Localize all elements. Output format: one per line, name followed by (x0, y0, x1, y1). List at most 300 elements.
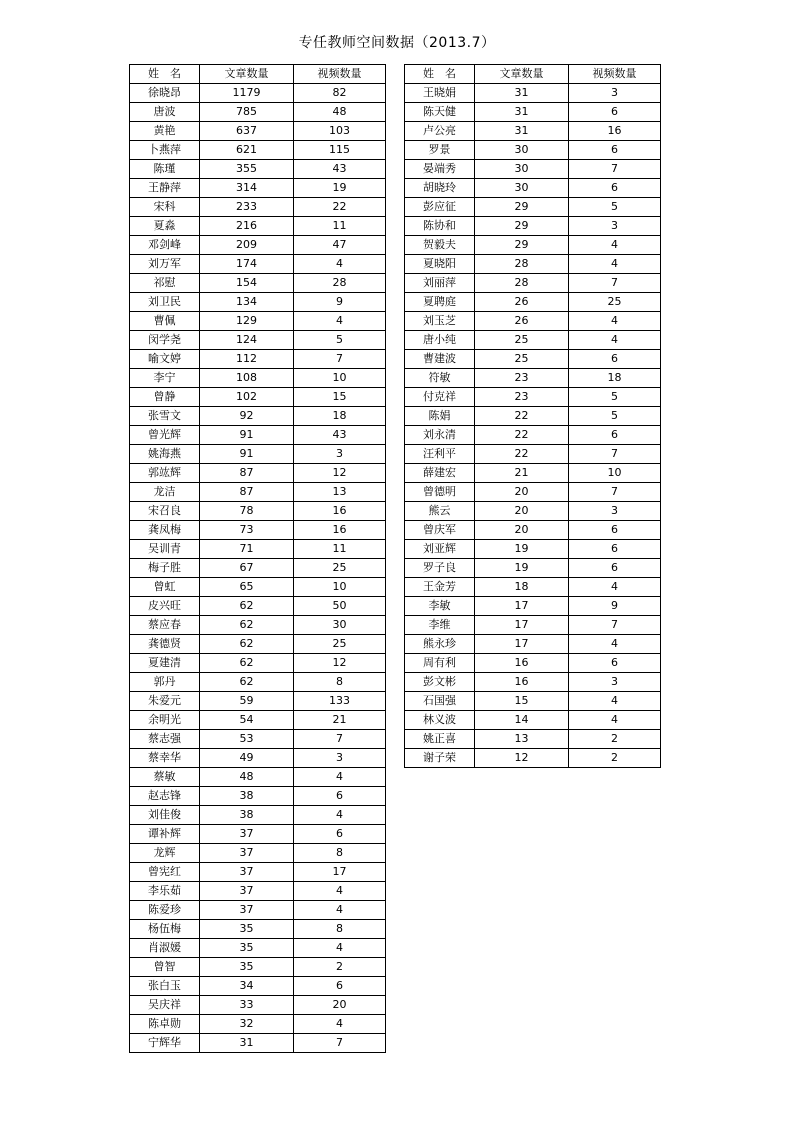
table-row (405, 236, 661, 255)
cell-articles: 30 (475, 160, 569, 179)
table-row (130, 445, 386, 464)
cell-name: 曾德明 (405, 483, 475, 502)
cell-videos: 3 (569, 502, 661, 521)
cell-videos: 7 (294, 730, 386, 749)
cell-videos: 18 (569, 369, 661, 388)
cell-articles: 19 (475, 559, 569, 578)
table-row (130, 217, 386, 236)
table-row (405, 369, 661, 388)
table-row (405, 597, 661, 616)
cell-name: 夏聘庭 (405, 293, 475, 312)
cell-videos: 3 (569, 84, 661, 103)
table-row (405, 673, 661, 692)
table-row (130, 84, 386, 103)
cell-articles: 38 (200, 787, 294, 806)
table-row (405, 255, 661, 274)
cell-name: 曾虹 (130, 578, 200, 597)
cell-videos: 6 (569, 426, 661, 445)
teacher-table-left (129, 64, 386, 1053)
cell-videos: 5 (294, 331, 386, 350)
cell-articles: 32 (200, 1015, 294, 1034)
table-row (130, 331, 386, 350)
cell-name: 蔡应春 (130, 616, 200, 635)
table-body-left (130, 84, 386, 1053)
table-row (130, 654, 386, 673)
cell-videos: 4 (569, 635, 661, 654)
cell-articles: 37 (200, 825, 294, 844)
cell-articles: 37 (200, 863, 294, 882)
cell-name: 余明光 (130, 711, 200, 730)
cell-videos: 20 (294, 996, 386, 1015)
cell-name: 谢子荣 (405, 749, 475, 768)
cell-articles: 30 (475, 141, 569, 160)
cell-videos: 7 (569, 483, 661, 502)
cell-videos: 7 (569, 274, 661, 293)
table-row (405, 445, 661, 464)
cell-name: 李宁 (130, 369, 200, 388)
cell-articles: 20 (475, 483, 569, 502)
cell-videos: 115 (294, 141, 386, 160)
cell-videos: 2 (569, 749, 661, 768)
table-row (130, 350, 386, 369)
cell-articles: 785 (200, 103, 294, 122)
table-row (130, 521, 386, 540)
cell-videos: 6 (569, 141, 661, 160)
cell-name: 姚正喜 (405, 730, 475, 749)
cell-videos: 4 (294, 312, 386, 331)
table-row (130, 958, 386, 977)
cell-name: 吴训青 (130, 540, 200, 559)
cell-videos: 6 (294, 825, 386, 844)
cell-videos: 5 (569, 407, 661, 426)
cell-articles: 37 (200, 882, 294, 901)
cell-articles: 87 (200, 483, 294, 502)
cell-name: 汪利平 (405, 445, 475, 464)
cell-videos: 21 (294, 711, 386, 730)
table-row (130, 616, 386, 635)
cell-videos: 4 (294, 255, 386, 274)
cell-name: 贺毅夫 (405, 236, 475, 255)
cell-articles: 1179 (200, 84, 294, 103)
table-row (130, 806, 386, 825)
cell-name: 曾宪红 (130, 863, 200, 882)
cell-name: 卜燕萍 (130, 141, 200, 160)
cell-videos: 4 (294, 939, 386, 958)
cell-videos: 4 (569, 236, 661, 255)
cell-videos: 4 (569, 312, 661, 331)
cell-articles: 102 (200, 388, 294, 407)
cell-articles: 23 (475, 369, 569, 388)
table-row (405, 616, 661, 635)
table-row (130, 996, 386, 1015)
cell-articles: 37 (200, 844, 294, 863)
cell-name: 龚德贤 (130, 635, 200, 654)
header-videos: 视频数量 (569, 65, 661, 84)
cell-articles: 216 (200, 217, 294, 236)
cell-name: 蔡志强 (130, 730, 200, 749)
table-row (130, 407, 386, 426)
cell-name: 唐小纯 (405, 331, 475, 350)
cell-videos: 18 (294, 407, 386, 426)
table-row (405, 103, 661, 122)
cell-name: 周有利 (405, 654, 475, 673)
cell-videos: 4 (569, 331, 661, 350)
table-row (130, 863, 386, 882)
cell-videos: 82 (294, 84, 386, 103)
table-row (405, 274, 661, 293)
cell-name: 张白玉 (130, 977, 200, 996)
cell-articles: 34 (200, 977, 294, 996)
table-row (405, 692, 661, 711)
table-row (405, 559, 661, 578)
cell-articles: 22 (475, 426, 569, 445)
cell-name: 夏建清 (130, 654, 200, 673)
cell-articles: 16 (475, 654, 569, 673)
table-row (130, 179, 386, 198)
cell-name: 王金芳 (405, 578, 475, 597)
cell-name: 夏晓阳 (405, 255, 475, 274)
cell-videos: 15 (294, 388, 386, 407)
table-row (405, 84, 661, 103)
table-row (405, 160, 661, 179)
cell-name: 罗子良 (405, 559, 475, 578)
cell-videos: 6 (294, 977, 386, 996)
cell-videos: 11 (294, 217, 386, 236)
cell-articles: 637 (200, 122, 294, 141)
cell-name: 蔡敏 (130, 768, 200, 787)
cell-articles: 28 (475, 255, 569, 274)
cell-name: 徐晓昂 (130, 84, 200, 103)
cell-articles: 26 (475, 312, 569, 331)
cell-articles: 17 (475, 635, 569, 654)
cell-articles: 73 (200, 521, 294, 540)
cell-name: 熊云 (405, 502, 475, 521)
cell-articles: 15 (475, 692, 569, 711)
table-row (405, 179, 661, 198)
table-row (130, 882, 386, 901)
cell-articles: 35 (200, 920, 294, 939)
cell-videos: 2 (569, 730, 661, 749)
table-row (130, 388, 386, 407)
cell-videos: 16 (294, 502, 386, 521)
cell-videos: 7 (569, 445, 661, 464)
cell-videos: 6 (294, 787, 386, 806)
cell-articles: 91 (200, 426, 294, 445)
cell-videos: 4 (569, 255, 661, 274)
cell-articles: 92 (200, 407, 294, 426)
cell-videos: 3 (569, 217, 661, 236)
cell-name: 刘卫民 (130, 293, 200, 312)
cell-articles: 129 (200, 312, 294, 331)
cell-articles: 134 (200, 293, 294, 312)
cell-articles: 67 (200, 559, 294, 578)
cell-videos: 10 (294, 369, 386, 388)
table-row (130, 483, 386, 502)
table-row (405, 407, 661, 426)
table-row (405, 141, 661, 160)
cell-videos: 3 (294, 445, 386, 464)
cell-articles: 48 (200, 768, 294, 787)
cell-articles: 62 (200, 654, 294, 673)
cell-articles: 62 (200, 673, 294, 692)
table-row (130, 1034, 386, 1053)
cell-articles: 12 (475, 749, 569, 768)
cell-videos: 28 (294, 274, 386, 293)
cell-articles: 62 (200, 597, 294, 616)
cell-videos: 4 (569, 578, 661, 597)
table-row (130, 939, 386, 958)
table-row (130, 578, 386, 597)
cell-name: 刘永清 (405, 426, 475, 445)
header-videos: 视频数量 (294, 65, 386, 84)
cell-videos: 48 (294, 103, 386, 122)
cell-name: 薛建宏 (405, 464, 475, 483)
cell-videos: 8 (294, 673, 386, 692)
cell-videos: 43 (294, 426, 386, 445)
cell-articles: 87 (200, 464, 294, 483)
cell-articles: 71 (200, 540, 294, 559)
header-articles: 文章数量 (200, 65, 294, 84)
cell-name: 罗景 (405, 141, 475, 160)
cell-name: 付克祥 (405, 388, 475, 407)
table-row (130, 787, 386, 806)
table-row (405, 730, 661, 749)
cell-articles: 22 (475, 407, 569, 426)
page-title: 专任教师空间数据（2013.7） (298, 35, 496, 51)
cell-name: 龙洁 (130, 483, 200, 502)
cell-articles: 91 (200, 445, 294, 464)
cell-videos: 10 (569, 464, 661, 483)
table-row (405, 521, 661, 540)
table-row (130, 730, 386, 749)
cell-articles: 65 (200, 578, 294, 597)
cell-name: 符敏 (405, 369, 475, 388)
teacher-table-right (404, 64, 661, 768)
cell-videos: 16 (294, 521, 386, 540)
cell-articles: 22 (475, 445, 569, 464)
cell-videos: 7 (569, 616, 661, 635)
cell-videos: 11 (294, 540, 386, 559)
table-row (130, 768, 386, 787)
cell-articles: 78 (200, 502, 294, 521)
cell-name: 郭竑辉 (130, 464, 200, 483)
cell-videos: 19 (294, 179, 386, 198)
table-row (130, 103, 386, 122)
cell-articles: 29 (475, 217, 569, 236)
cell-videos: 4 (569, 692, 661, 711)
table-row (130, 122, 386, 141)
table-row (130, 141, 386, 160)
cell-name: 李敏 (405, 597, 475, 616)
table-row (130, 920, 386, 939)
cell-videos: 6 (569, 179, 661, 198)
cell-name: 卢公亮 (405, 122, 475, 141)
table-row (130, 160, 386, 179)
cell-name: 张雪文 (130, 407, 200, 426)
table-row (130, 502, 386, 521)
table-row (405, 217, 661, 236)
table-row (130, 711, 386, 730)
table-row (130, 312, 386, 331)
cell-articles: 21 (475, 464, 569, 483)
table-row (130, 236, 386, 255)
cell-name: 肖淑媛 (130, 939, 200, 958)
cell-videos: 133 (294, 692, 386, 711)
cell-videos: 7 (294, 1034, 386, 1053)
cell-name: 邓剑峰 (130, 236, 200, 255)
cell-videos: 16 (569, 122, 661, 141)
cell-articles: 31 (200, 1034, 294, 1053)
cell-videos: 12 (294, 654, 386, 673)
cell-articles: 37 (200, 901, 294, 920)
table-row (405, 483, 661, 502)
cell-name: 曹建波 (405, 350, 475, 369)
cell-name: 李维 (405, 616, 475, 635)
cell-articles: 154 (200, 274, 294, 293)
cell-articles: 20 (475, 521, 569, 540)
cell-videos: 25 (569, 293, 661, 312)
table-row (405, 388, 661, 407)
cell-articles: 29 (475, 198, 569, 217)
cell-videos: 13 (294, 483, 386, 502)
cell-name: 吴庆祥 (130, 996, 200, 1015)
cell-articles: 62 (200, 616, 294, 635)
table-row (405, 578, 661, 597)
cell-videos: 103 (294, 122, 386, 141)
table-row (405, 464, 661, 483)
cell-articles: 25 (475, 331, 569, 350)
cell-name: 王静萍 (130, 179, 200, 198)
table-row (130, 597, 386, 616)
cell-videos: 4 (569, 711, 661, 730)
cell-name: 熊永珍 (405, 635, 475, 654)
table-row (405, 749, 661, 768)
cell-name: 刘亚辉 (405, 540, 475, 559)
table-row (405, 331, 661, 350)
table-header-row (405, 65, 661, 84)
cell-videos: 2 (294, 958, 386, 977)
table-row (405, 312, 661, 331)
cell-videos: 50 (294, 597, 386, 616)
cell-name: 夏淼 (130, 217, 200, 236)
cell-articles: 25 (475, 350, 569, 369)
cell-articles: 112 (200, 350, 294, 369)
table-row (405, 426, 661, 445)
cell-videos: 6 (569, 559, 661, 578)
cell-articles: 49 (200, 749, 294, 768)
table-row (405, 635, 661, 654)
table-row (130, 844, 386, 863)
cell-articles: 355 (200, 160, 294, 179)
cell-name: 龚凤梅 (130, 521, 200, 540)
cell-articles: 233 (200, 198, 294, 217)
cell-articles: 26 (475, 293, 569, 312)
cell-name: 朱爱元 (130, 692, 200, 711)
cell-name: 宁辉华 (130, 1034, 200, 1053)
cell-articles: 53 (200, 730, 294, 749)
cell-videos: 17 (294, 863, 386, 882)
cell-name: 刘万军 (130, 255, 200, 274)
cell-articles: 30 (475, 179, 569, 198)
cell-articles: 35 (200, 958, 294, 977)
cell-articles: 31 (475, 122, 569, 141)
cell-name: 蔡幸华 (130, 749, 200, 768)
table-row (130, 559, 386, 578)
cell-name: 陈瑾 (130, 160, 200, 179)
cell-articles: 19 (475, 540, 569, 559)
cell-videos: 4 (294, 768, 386, 787)
cell-name: 郭丹 (130, 673, 200, 692)
table-row (130, 464, 386, 483)
table-row (405, 350, 661, 369)
header-name: 姓 名 (405, 65, 475, 84)
cell-articles: 108 (200, 369, 294, 388)
cell-articles: 31 (475, 84, 569, 103)
table-body-right (405, 84, 661, 768)
cell-videos: 25 (294, 559, 386, 578)
cell-name: 曾光辉 (130, 426, 200, 445)
cell-articles: 13 (475, 730, 569, 749)
cell-articles: 174 (200, 255, 294, 274)
table-row (130, 692, 386, 711)
cell-articles: 33 (200, 996, 294, 1015)
cell-videos: 6 (569, 540, 661, 559)
cell-articles: 14 (475, 711, 569, 730)
cell-videos: 7 (294, 350, 386, 369)
cell-name: 闵学尧 (130, 331, 200, 350)
cell-videos: 8 (294, 920, 386, 939)
cell-videos: 43 (294, 160, 386, 179)
table-row (130, 426, 386, 445)
cell-articles: 621 (200, 141, 294, 160)
cell-articles: 314 (200, 179, 294, 198)
cell-articles: 38 (200, 806, 294, 825)
table-row (130, 540, 386, 559)
cell-name: 陈天健 (405, 103, 475, 122)
cell-name: 李乐茹 (130, 882, 200, 901)
cell-videos: 4 (294, 901, 386, 920)
cell-name: 龙辉 (130, 844, 200, 863)
table-row (130, 749, 386, 768)
header-articles: 文章数量 (475, 65, 569, 84)
cell-articles: 54 (200, 711, 294, 730)
cell-videos: 3 (569, 673, 661, 692)
table-row (405, 293, 661, 312)
table-row (405, 122, 661, 141)
cell-name: 陈卓勋 (130, 1015, 200, 1034)
cell-name: 宋科 (130, 198, 200, 217)
cell-videos: 8 (294, 844, 386, 863)
cell-articles: 59 (200, 692, 294, 711)
cell-videos: 9 (294, 293, 386, 312)
table-row (130, 635, 386, 654)
cell-videos: 9 (569, 597, 661, 616)
cell-name: 石国强 (405, 692, 475, 711)
cell-videos: 3 (294, 749, 386, 768)
cell-name: 刘丽萍 (405, 274, 475, 293)
cell-name: 陈协和 (405, 217, 475, 236)
header-name: 姓 名 (130, 65, 200, 84)
table-row (130, 369, 386, 388)
table-header-row (130, 65, 386, 84)
table-row (130, 977, 386, 996)
cell-articles: 35 (200, 939, 294, 958)
cell-name: 刘佳俊 (130, 806, 200, 825)
cell-videos: 22 (294, 198, 386, 217)
cell-name: 陈爱珍 (130, 901, 200, 920)
table-row (130, 673, 386, 692)
cell-videos: 25 (294, 635, 386, 654)
